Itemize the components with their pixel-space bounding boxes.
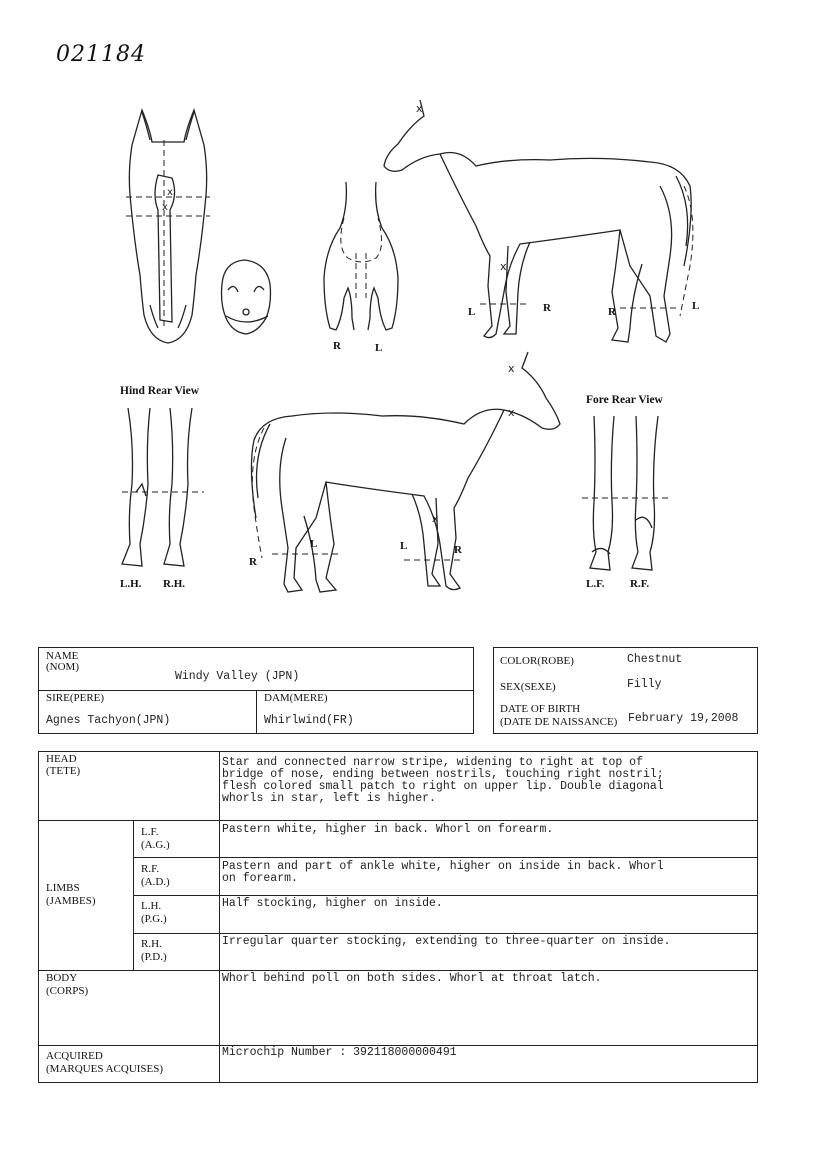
limb-code-rh: R.H. bbox=[141, 938, 162, 950]
hind-rear-view-diagram bbox=[116, 404, 216, 574]
dob-label-fr: (DATE DE NAISSANCE) bbox=[500, 716, 618, 728]
sire-value: Agnes Tachyon(JPN) bbox=[46, 714, 171, 727]
svg-text:x: x bbox=[432, 512, 439, 525]
name-label-fr: (NOM) bbox=[46, 661, 79, 673]
limb-code-lh-fr: (P.G.) bbox=[141, 913, 167, 925]
head-description-line: whorls in star, left is higher. bbox=[222, 792, 436, 805]
limb-description-lh: Half stocking, higher on inside. bbox=[222, 897, 443, 910]
acquired-label-fr: (MARQUES ACQUISES) bbox=[46, 1063, 164, 1075]
leg-label-fore-rf: R.F. bbox=[630, 578, 650, 590]
name-label: NAME bbox=[46, 650, 79, 662]
leg-label-left-side-r2: R bbox=[454, 544, 462, 556]
dam-value: Whirlwind(FR) bbox=[264, 714, 354, 727]
limb-code-lf: L.F. bbox=[141, 826, 159, 838]
leg-label-hind-rh: R.H. bbox=[163, 578, 185, 590]
dam-label: DAM(MERE) bbox=[264, 692, 328, 704]
head-description-line: Star and connected narrow stripe, widening to right at top of bbox=[222, 756, 643, 769]
dob-label: DATE OF BIRTH bbox=[500, 703, 581, 715]
fore-rear-view-diagram bbox=[580, 412, 680, 577]
head-description-line: bridge of nose, ending between nostrils, touching right nostril; bbox=[222, 768, 664, 781]
limb-code-lh: L.H. bbox=[141, 900, 162, 912]
sex-value: Filly bbox=[627, 678, 662, 691]
leg-label-fore-lf: L.F. bbox=[586, 578, 605, 590]
leg-label-right-side-r2: R bbox=[608, 306, 616, 318]
acquired-description: Microchip Number : 392118000000491 bbox=[222, 1046, 457, 1059]
head-description-line: flesh colored small patch to right on upper lip. Double diagonal bbox=[222, 780, 664, 793]
svg-text:x: x bbox=[508, 362, 515, 375]
sire-label: SIRE(PERE) bbox=[46, 692, 105, 704]
limbs-label: LIMBS bbox=[46, 882, 80, 894]
body-label-fr: (CORPS) bbox=[46, 985, 89, 997]
head-label: HEAD bbox=[46, 753, 77, 765]
muzzle-diagram bbox=[212, 254, 282, 344]
horse-left-side-diagram bbox=[242, 348, 572, 598]
horse-right-side-diagram bbox=[380, 96, 700, 356]
svg-text:x: x bbox=[508, 406, 515, 419]
acquired-label: ACQUIRED bbox=[46, 1050, 103, 1062]
leg-label-right-side-r1: R bbox=[543, 302, 551, 314]
leg-label-right-side-l1: L bbox=[468, 306, 476, 318]
svg-text:x: x bbox=[416, 102, 423, 115]
body-description: Whorl behind poll on both sides. Whorl at throat latch. bbox=[222, 972, 602, 985]
hind-rear-view-label: Hind Rear View bbox=[120, 385, 200, 397]
svg-text:x: x bbox=[500, 260, 507, 273]
head-label-fr: (TETE) bbox=[46, 765, 81, 777]
limb-code-rf: R.F. bbox=[141, 863, 160, 875]
limb-description-rf: on forearm. bbox=[222, 872, 298, 885]
fore-rear-view-label: Fore Rear View bbox=[586, 394, 663, 406]
limb-code-rh-fr: (P.D.) bbox=[141, 951, 167, 963]
sex-label: SEX(SEXE) bbox=[500, 681, 556, 693]
leg-label-front-l: L bbox=[375, 342, 383, 354]
limbs-label-fr: (JAMBES) bbox=[46, 895, 96, 907]
color-label: COLOR(ROBE) bbox=[500, 655, 574, 667]
dob-value: February 19,2008 bbox=[628, 712, 739, 725]
leg-label-hind-lh: L.H. bbox=[120, 578, 142, 590]
horse-name-value: Windy Valley (JPN) bbox=[175, 670, 300, 683]
limb-description-rf: Pastern and part of ankle white, higher on inside in back. Whorl bbox=[222, 860, 664, 873]
leg-label-right-side-l2: L bbox=[692, 300, 700, 312]
leg-label-left-side-l1: L bbox=[310, 538, 318, 550]
leg-label-front-r: R bbox=[333, 340, 341, 352]
limb-code-lf-fr: (A.G.) bbox=[141, 839, 170, 851]
head-front-view-diagram bbox=[120, 100, 220, 350]
limb-code-rf-fr: (A.D.) bbox=[141, 876, 170, 888]
svg-text:x: x bbox=[162, 202, 168, 213]
color-value: Chestnut bbox=[627, 653, 683, 666]
leg-label-left-side-r1: R bbox=[249, 556, 257, 568]
leg-label-left-side-l2: L bbox=[400, 540, 408, 552]
svg-text:x: x bbox=[167, 187, 173, 198]
body-label: BODY bbox=[46, 972, 78, 984]
limb-description-lf: Pastern white, higher in back. Whorl on forearm. bbox=[222, 823, 554, 836]
handwritten-document-number: 021184 bbox=[56, 42, 146, 67]
limb-description-rh: Irregular quarter stocking, extending to three-quarter on inside. bbox=[222, 935, 671, 948]
